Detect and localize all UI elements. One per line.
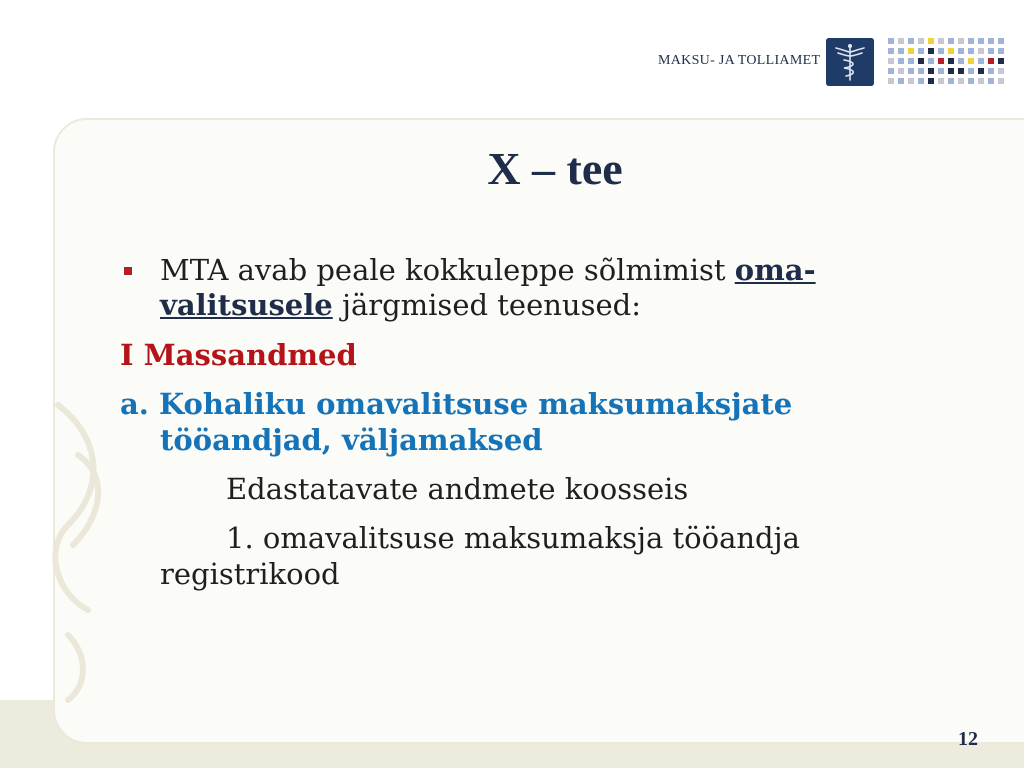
dot bbox=[898, 48, 904, 54]
line-edastatavad-andmed: Edastatavate andmete koosseis bbox=[226, 471, 689, 506]
dot bbox=[968, 58, 974, 64]
dot bbox=[938, 48, 944, 54]
dot bbox=[898, 68, 904, 74]
dot bbox=[888, 58, 894, 64]
dot bbox=[948, 58, 954, 64]
slide-body bbox=[120, 253, 970, 606]
dot bbox=[968, 38, 974, 44]
dot bbox=[888, 38, 894, 44]
dot bbox=[898, 78, 904, 84]
oma-valitsusele-link[interactable]: oma-valitsusele bbox=[160, 253, 816, 323]
bullet-text-after: järgmised teenused: bbox=[332, 288, 641, 323]
dot bbox=[928, 58, 934, 64]
dot bbox=[928, 78, 934, 84]
dot bbox=[898, 38, 904, 44]
sub-heading-tooandjad: a. Kohaliku omavalitsuse maksumaksjate tööandjad, väljamaksed bbox=[120, 387, 793, 457]
dot bbox=[958, 78, 964, 84]
dot bbox=[908, 38, 914, 44]
decorative-dot-grid bbox=[888, 38, 1008, 88]
dot bbox=[958, 48, 964, 54]
dot bbox=[938, 58, 944, 64]
dot bbox=[968, 78, 974, 84]
dot bbox=[978, 58, 984, 64]
caduceus-watermark-icon bbox=[48, 395, 118, 705]
dot bbox=[928, 38, 934, 44]
dot bbox=[918, 58, 924, 64]
dot bbox=[968, 68, 974, 74]
dot bbox=[918, 68, 924, 74]
dot bbox=[988, 78, 994, 84]
dot bbox=[948, 48, 954, 54]
page-number: 12 bbox=[958, 728, 978, 750]
dot bbox=[908, 78, 914, 84]
dot bbox=[928, 48, 934, 54]
bullet-text-before: MTA avab peale kokkuleppe sõlmimist bbox=[160, 253, 735, 287]
dot bbox=[958, 58, 964, 64]
slide-title: X – tee bbox=[487, 143, 623, 194]
dot bbox=[988, 68, 994, 74]
dot bbox=[948, 38, 954, 44]
list-item-registrikood: 1. omavalitsuse maksumaksja tööandja registrikood bbox=[160, 521, 800, 591]
dot bbox=[918, 78, 924, 84]
dot bbox=[938, 38, 944, 44]
dot bbox=[988, 58, 994, 64]
dot bbox=[998, 78, 1004, 84]
dot bbox=[978, 78, 984, 84]
dot bbox=[888, 78, 894, 84]
dot bbox=[908, 68, 914, 74]
section-heading-massandmed: I Massandmed bbox=[120, 337, 357, 372]
brand-name: MAKSU- JA TOLLIAMET bbox=[658, 53, 821, 68]
dot bbox=[968, 48, 974, 54]
dot bbox=[978, 48, 984, 54]
dot bbox=[988, 38, 994, 44]
dot bbox=[918, 38, 924, 44]
square-bullet-icon bbox=[124, 267, 132, 275]
dot bbox=[918, 48, 924, 54]
dot bbox=[958, 68, 964, 74]
bullet-paragraph bbox=[120, 253, 970, 324]
dot bbox=[908, 48, 914, 54]
dot bbox=[998, 48, 1004, 54]
dot bbox=[908, 58, 914, 64]
dot bbox=[978, 68, 984, 74]
dot bbox=[928, 68, 934, 74]
dot bbox=[998, 38, 1004, 44]
dot bbox=[978, 38, 984, 44]
dot bbox=[898, 58, 904, 64]
dot bbox=[988, 48, 994, 54]
dot bbox=[958, 38, 964, 44]
caduceus-logo-icon bbox=[826, 38, 874, 86]
dot bbox=[938, 78, 944, 84]
dot bbox=[888, 48, 894, 54]
dot bbox=[888, 68, 894, 74]
dot bbox=[998, 58, 1004, 64]
dot bbox=[948, 78, 954, 84]
dot bbox=[998, 68, 1004, 74]
dot bbox=[938, 68, 944, 74]
dot bbox=[948, 68, 954, 74]
